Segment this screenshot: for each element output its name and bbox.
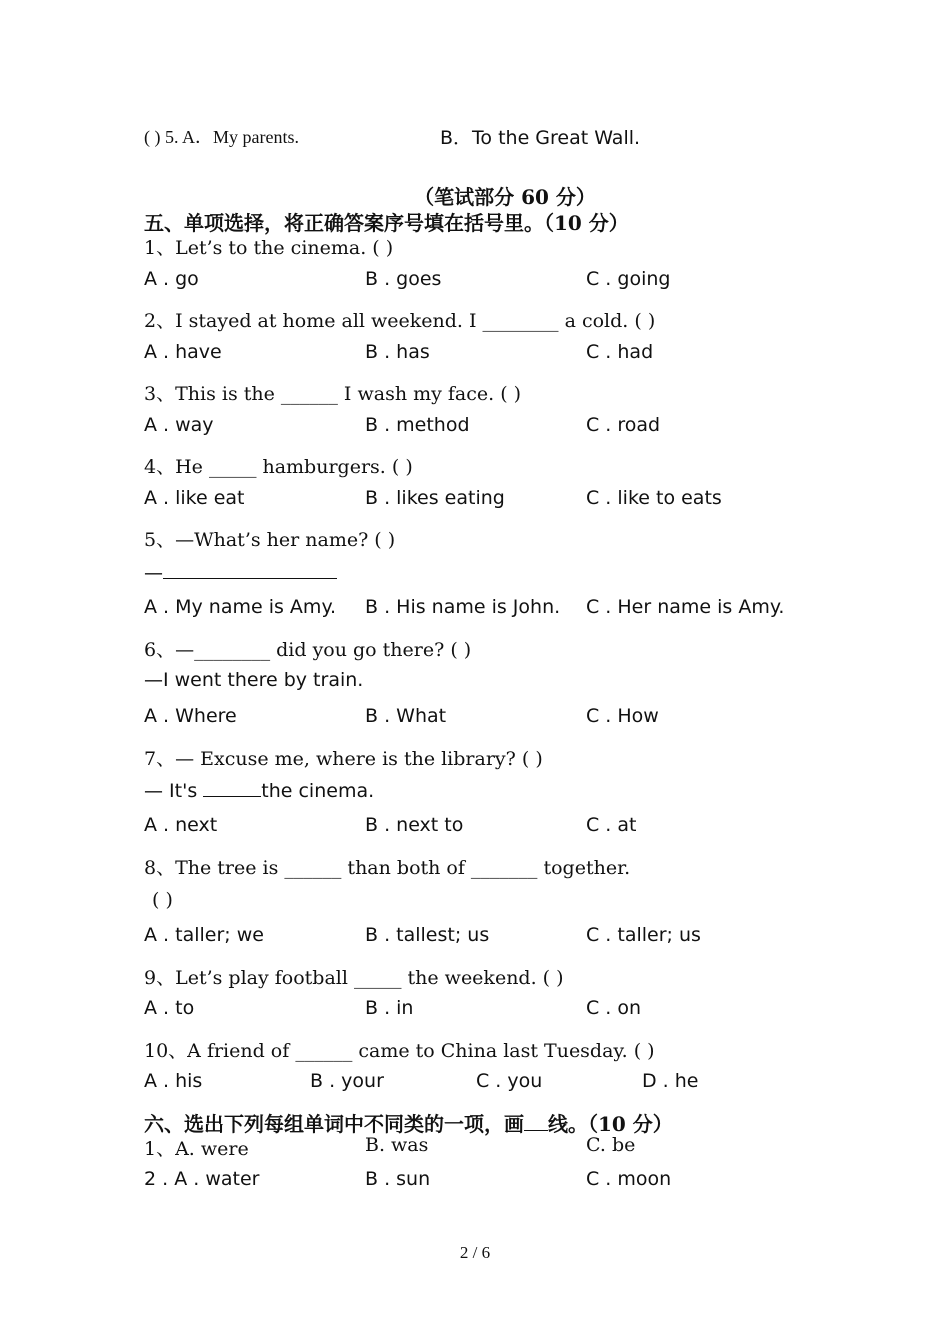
q1-option-b: B . goes	[365, 268, 442, 290]
q5-option-b: B . His name is John.	[365, 596, 561, 618]
q4-option-a: A . like eat	[144, 487, 245, 509]
q4-stem: 4、He _____ hamburgers. ( )	[144, 456, 413, 478]
q8-option-c: C . taller; us	[586, 924, 701, 946]
q8-option-b: B . tallest; us	[365, 924, 490, 946]
s6-row2-option-c: C . moon	[586, 1168, 672, 1190]
q3-option-b: B . method	[365, 414, 470, 436]
q5-stem: 5、—What’s her name? ( )	[144, 529, 396, 551]
section6-heading-blank	[524, 1112, 548, 1131]
written-part-title: （笔试部分 60 分）	[414, 185, 596, 209]
q8-paren: ( )	[152, 889, 173, 911]
q6-option-a: A . Where	[144, 705, 237, 727]
q5-answer-blank	[163, 560, 337, 579]
s6-row2-option-b: B . sun	[365, 1168, 431, 1190]
q1-option-c: C . going	[586, 268, 671, 290]
s6-row2-option-a: 2 . A . water	[144, 1168, 260, 1190]
q7-answer	[144, 778, 374, 802]
q3-stem: 3、This is the ______ I wash my face. ( )	[144, 383, 522, 405]
q10-option-a: A . his	[144, 1070, 203, 1092]
page-number: 2 / 6	[459, 1243, 491, 1262]
section6-heading-pre: 六、选出下列每组单词中不同类的一项，画	[144, 1112, 524, 1136]
q8-option-a: A . taller; we	[144, 924, 264, 946]
q9-stem: 9、Let’s play football _____ the weekend. ( )	[144, 967, 564, 989]
q1-option-a: A . go	[144, 268, 199, 290]
q10-option-b: B . your	[310, 1070, 384, 1092]
q7-answer-blank	[203, 778, 261, 797]
q6-answer: —I went there by train.	[144, 669, 364, 691]
q5-answer-dash: —	[144, 562, 163, 584]
q7-option-c: C . at	[586, 814, 637, 836]
q9-option-c: C . on	[586, 997, 642, 1019]
q10-stem: 10、A friend of ______ came to China last Tuesday. ( )	[144, 1040, 655, 1062]
q7-option-a: A . next	[144, 814, 218, 836]
q7-answer-post: the cinema.	[261, 780, 375, 802]
q6-stem: 6、—________ did you go there? ( )	[144, 639, 472, 661]
s6-row1-option-a: 1、A. were	[144, 1138, 249, 1160]
q3-option-c: C . road	[586, 414, 661, 436]
section6-heading-post: 线。（10 分）	[548, 1112, 673, 1136]
q5-answer-line	[144, 560, 337, 584]
q5-option-a: A . My name is Amy.	[144, 596, 337, 618]
q6-option-b: B . What	[365, 705, 447, 727]
q6-option-c: C . How	[586, 705, 659, 727]
q10-option-c: C . you	[476, 1070, 543, 1092]
q10-option-d: D . he	[642, 1070, 699, 1092]
listening-q5: ( ) 5. A．My parents.	[144, 127, 299, 147]
listening-q5-option-b: B．To the Great Wall.	[440, 127, 641, 149]
s6-row1-option-b: B. was	[365, 1134, 429, 1156]
q2-stem: 2、I stayed at home all weekend. I ________ a cold. ( )	[144, 310, 656, 332]
q9-option-b: B . in	[365, 997, 414, 1019]
s6-row1-option-c: C. be	[586, 1134, 636, 1156]
q8-stem: 8、The tree is ______ than both of _______ together.	[144, 857, 631, 879]
q2-option-c: C . had	[586, 341, 654, 363]
section6-heading	[144, 1108, 673, 1137]
q4-option-c: C . like to eats	[586, 487, 722, 509]
q9-option-a: A . to	[144, 997, 195, 1019]
q7-option-b: B . next to	[365, 814, 464, 836]
q5-option-c: C . Her name is Amy.	[586, 596, 785, 618]
q2-option-a: A . have	[144, 341, 222, 363]
q7-stem: 7、— Excuse me, where is the library? ( )	[144, 748, 543, 770]
q4-option-b: B . likes eating	[365, 487, 505, 509]
q2-option-b: B . has	[365, 341, 430, 363]
q7-answer-pre: — It's	[144, 780, 204, 802]
q1-stem: 1、Let’s to the cinema. ( )	[144, 237, 394, 259]
q3-option-a: A . way	[144, 414, 214, 436]
section5-heading: 五、单项选择，将正确答案序号填在括号里。（10 分）	[144, 211, 629, 235]
